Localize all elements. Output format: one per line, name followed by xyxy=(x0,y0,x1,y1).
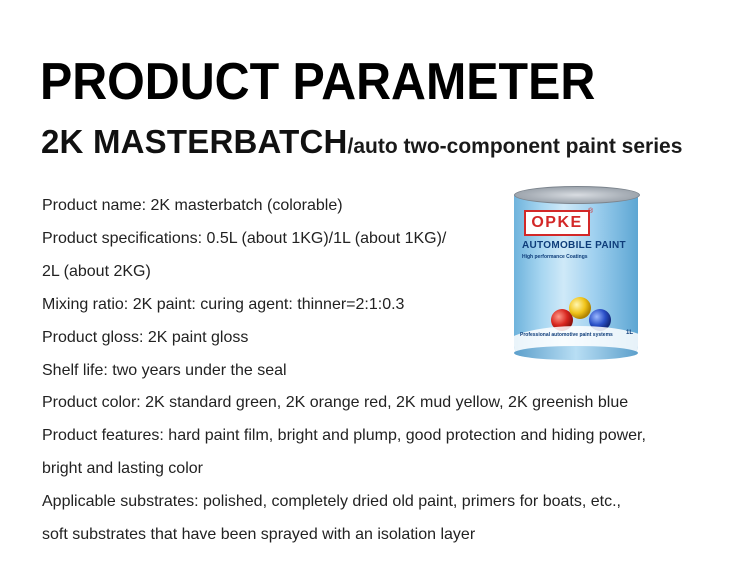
subtitle-suffix: /auto two-component paint series xyxy=(347,135,683,158)
page-subtitle xyxy=(41,122,682,169)
param-features: Product features: hard paint film, bright and plump, good protection and hiding power, xyxy=(42,427,646,445)
brand-logo: OPKE xyxy=(524,210,590,236)
paint-can-lid xyxy=(514,186,640,204)
can-volume: 1L xyxy=(626,330,634,336)
param-features-cont: bright and lasting color xyxy=(42,460,203,478)
paint-can-image xyxy=(506,186,646,364)
registered-mark: ® xyxy=(588,208,594,215)
param-specifications-cont: 2L (about 2KG) xyxy=(42,262,151,280)
param-specifications: Product specifications: 0.5L (about 1KG)/1L (about 1KG)/ xyxy=(42,229,447,247)
page-title: PRODUCT PARAMETER xyxy=(40,53,596,111)
param-product-name: Product name: 2K masterbatch (colorable) xyxy=(42,197,343,214)
can-label: AUTOMOBILE PAINT xyxy=(522,240,626,251)
param-substrates-cont: soft substrates that have been sprayed with an isolation layer xyxy=(42,526,476,544)
can-tagline: High performance Coatings xyxy=(522,254,588,260)
param-shelf-life: Shelf life: two years under the seal xyxy=(42,361,287,379)
yellow-ball xyxy=(569,297,591,319)
param-substrates: Applicable substrates: polished, completely dried old paint, primers for boats, etc., xyxy=(42,493,621,511)
paint-can-body xyxy=(514,194,638,356)
param-color: Product color: 2K standard green, 2K orange red, 2K mud yellow, 2K greenish blue xyxy=(42,394,629,412)
param-gloss: Product gloss: 2K paint gloss xyxy=(42,328,249,346)
subtitle-main: 2K MASTERBATCH xyxy=(41,123,348,160)
can-footer-text: Professional automotive paint systems xyxy=(520,332,613,338)
param-mixing-ratio: Mixing ratio: 2K paint: curing agent: thinner=2:1:0.3 xyxy=(42,295,405,313)
paint-can-base xyxy=(514,346,638,360)
